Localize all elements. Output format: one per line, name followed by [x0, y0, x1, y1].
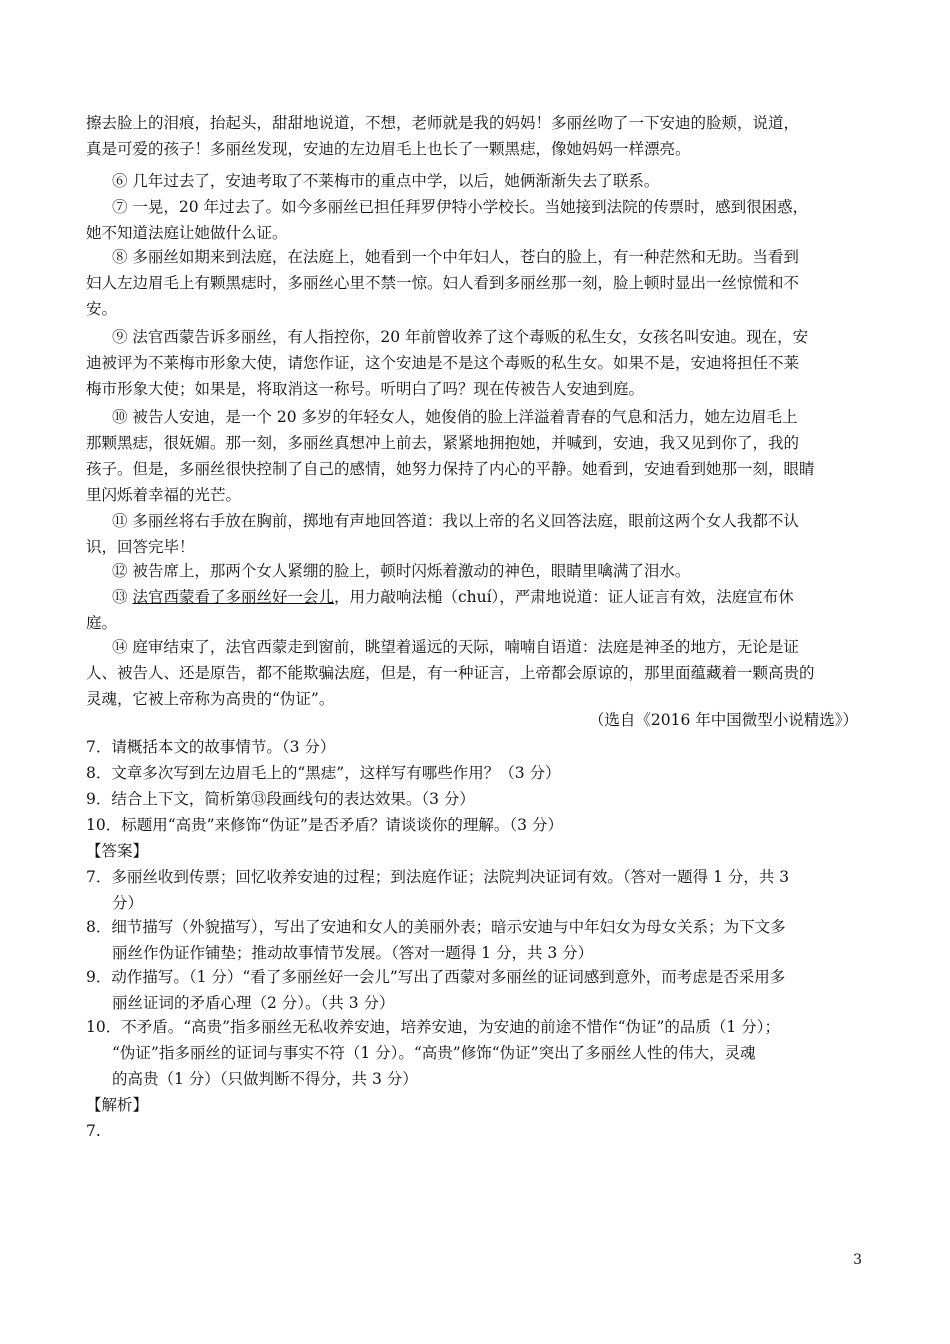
- text-line: 迪被评为不莱梅市形象大使，请您作证，这个安迪是不是这个毒贩的私生女。如果不是，安迪将担任不莱: [86, 354, 800, 372]
- text-line: 妇人左边眉毛上有颗黑痣时，多丽丝心里不禁一惊。妇人看到多丽丝那一刻，脸上顿时显出一丝惊慌和不: [86, 274, 800, 292]
- text-span: ，用力敲响法槌（chuí），严肃地说道：证人证言有效，法庭宣布休: [333, 588, 794, 606]
- story-paragraph-11: [86, 508, 866, 560]
- text-line: 梅市形象大使；如果是，将取消这一称号。听明白了吗？现在传被告人安迪到庭。: [86, 380, 645, 398]
- analysis-section: [86, 1092, 876, 1144]
- analysis-item-7: 7.: [86, 1122, 101, 1140]
- text-line: 安。: [86, 300, 118, 318]
- underlined-sentence: 法官西蒙看了多丽丝好一会儿: [132, 588, 334, 606]
- text-line: 7．多丽丝收到传票；回忆收养安迪的过程；到法庭作证；法院判决证词有效。（答对一题得 1 分，共 3: [86, 868, 790, 886]
- text-line: ⑫ 被告席上，那两个女人紧绷的脸上，顿时闪烁着激动的神色，眼睛里噙满了泪水。: [112, 562, 691, 580]
- text-line: ⑦ 一晃，20 年过去了。如今多丽丝已担任拜罗伊特小学校长。当她接到法院的传票时，感到很困惑，: [112, 198, 809, 216]
- story-paragraph-10: [86, 404, 866, 508]
- paragraph-marker: ⑬: [112, 588, 133, 606]
- question-8: 8．文章多次写到左边眉毛上的“黑痣”，这样写有哪些作用？（3 分）: [86, 764, 561, 782]
- text-line: 8．细节描写（外貌描写），写出了安迪和女人的美丽外表；暗示安迪与中年妇女为母女关系；为下文多: [86, 918, 786, 936]
- text-line: ⑭ 庭审结束了，法官西蒙走到窗前，眺望着遥远的天际，喃喃自语道：法庭是神圣的地方，无论是证: [112, 638, 799, 656]
- story-paragraph-12: [86, 558, 866, 584]
- story-paragraph-intro: [86, 110, 866, 162]
- story-paragraph-14: [86, 634, 866, 712]
- text-line: ⑪ 多丽丝将右手放在胸前，掷地有声地回答道：我以上帝的名义回答法庭，眼前这两个女人我都不认: [112, 512, 799, 530]
- story-paragraph-8: [86, 244, 866, 322]
- answer-10: [86, 1014, 876, 1092]
- questions-list: [86, 734, 876, 864]
- page-number: 3: [853, 1252, 862, 1268]
- answer-7: [86, 864, 876, 916]
- story-paragraph-7: [86, 194, 866, 246]
- text-line: 灵魂，它被上帝称为高贵的“伪证”。: [86, 690, 335, 708]
- text-line: ⑧ 多丽丝如期来到法庭，在法庭上，她看到一个中年妇人，苍白的脸上，有一种茫然和无助。当看到: [112, 248, 799, 266]
- story-paragraph-9: [86, 324, 866, 402]
- text-line: “伪证”指多丽丝的证词与事实不符（1 分）。“高贵”修饰“伪证”突出了多丽丝人性的伟大，灵魂: [112, 1044, 756, 1062]
- answer-8: [86, 914, 876, 966]
- text-line: 识，回答完毕！: [86, 538, 195, 556]
- text-line: ⑥ 几年过去了，安迪考取了不莱梅市的重点中学，以后，她俩渐渐失去了联系。: [112, 172, 660, 190]
- answer-header: 【答案】: [86, 842, 149, 860]
- text-line: [86, 584, 866, 610]
- text-line: 丽丝证词的矛盾心理（2 分）。（共 3 分）: [112, 994, 395, 1012]
- text-line: ⑨ 法官西蒙告诉多丽丝，有人指控你，20 年前曾收养了这个毒贩的私生女，女孩名叫安迪。现在，安: [112, 328, 809, 346]
- text-line: 那颗黑痣，很妩媚。那一刻，多丽丝真想冲上前去，紧紧地拥抱她，并喊到，安迪，我又见到你了，我的: [86, 434, 800, 452]
- answer-9: [86, 964, 876, 1016]
- text-line: 孩子。但是，多丽丝很快控制了自己的感情，她努力保持了内心的平静。她看到，安迪看到她那一刻，眼睛: [86, 460, 815, 478]
- story-paragraph-13: [86, 584, 866, 636]
- source-citation: （选自《2016 年中国微型小说精选》）: [588, 711, 858, 729]
- question-7: 7．请概括本文的故事情节。（3 分）: [86, 738, 336, 756]
- story-paragraph-6: [112, 168, 872, 194]
- text-line: 庭。: [86, 614, 118, 632]
- text-line: ⑩ 被告人安迪，是一个 20 多岁的年轻女人，她俊俏的脸上洋溢着青春的气息和活力，她左边眉毛上: [112, 408, 798, 426]
- text-line: 擦去脸上的泪痕，抬起头，甜甜地说道，不想，老师就是我的妈妈！多丽丝吻了一下安迪的脸颊，说道，: [86, 114, 800, 132]
- text-line: 10．不矛盾。“高贵”指多丽丝无私收养安迪，培养安迪，为安迪的前途不惜作“伪证”的品质（1 分）；: [86, 1018, 780, 1036]
- text-line: 分）: [112, 894, 144, 912]
- text-line: 的高贵（1 分）（只做判断不得分，共 3 分）: [112, 1070, 418, 1088]
- text-line: 人、被告人、还是原告，都不能欺骗法庭，但是，有一种证言，上帝都会原谅的，那里面蕴藏着一颗高贵的: [86, 664, 815, 682]
- question-9: 9．结合上下文，简析第⑬段画线句的表达效果。（3 分）: [86, 790, 475, 808]
- analysis-header: 【解析】: [86, 1096, 149, 1114]
- question-10: 10．标题用“高贵”来修饰“伪证”是否矛盾？请谈谈你的理解。（3 分）: [86, 816, 563, 834]
- text-line: 丽丝作伪证作铺垫；推动故事情节发展。（答对一题得 1 分，共 3 分）: [112, 944, 594, 962]
- text-line: 里闪烁着幸福的光芒。: [86, 486, 242, 504]
- text-line: 9．动作描写。（1 分）“看了多丽丝好一会儿”写出了西蒙对多丽丝的证词感到意外，而考虑是否采用多: [86, 968, 786, 986]
- text-line: 真是可爱的孩子！多丽丝发现，安迪的左边眉毛上也长了一颗黑痣，像她妈妈一样漂亮。: [86, 140, 691, 158]
- text-line: 她不知道法庭让她做什么证。: [86, 224, 288, 242]
